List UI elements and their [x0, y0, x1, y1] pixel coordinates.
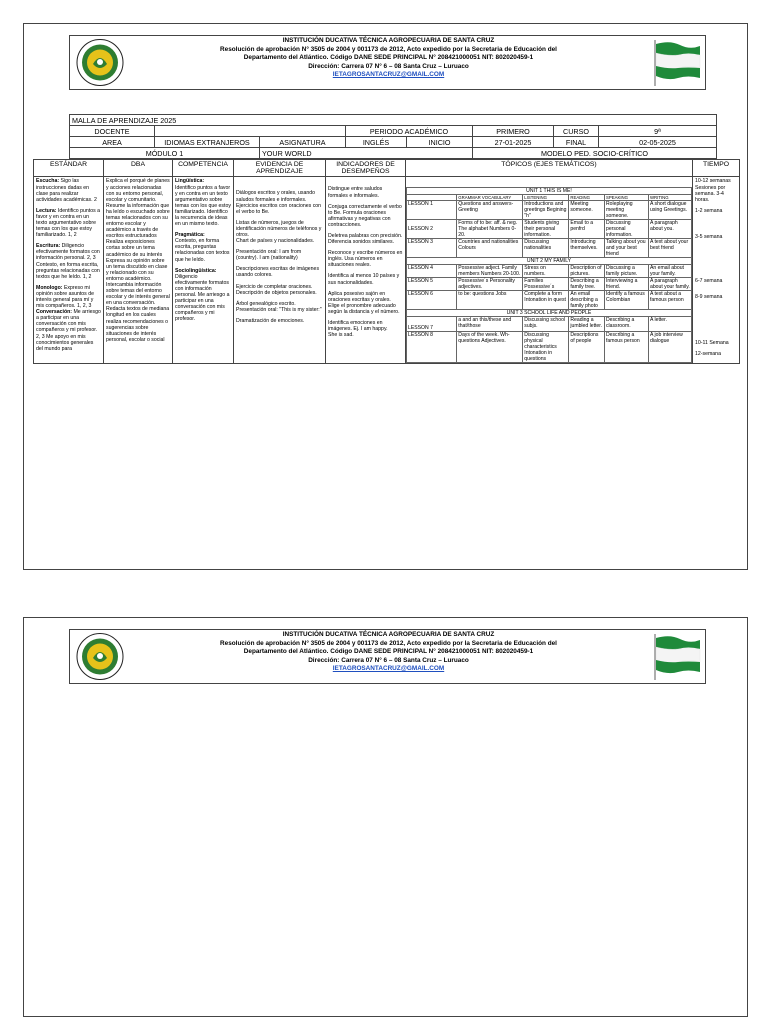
school-logo-icon: [73, 38, 127, 87]
email-link[interactable]: IETAGROSANTACRUZ@GMAIL.COM: [332, 665, 445, 673]
listening-cell: Students giving their personal information.: [523, 220, 569, 239]
evidencia-item: Presentación oral: "This is my sister:": [236, 306, 322, 313]
listening-header: LISTENING: [523, 195, 569, 201]
unit-title: UNIT 2 MY FAMILY: [407, 258, 692, 265]
estandar-text: Me arriesgo a participar en una conversación con mis compañeros y mi profesor. 2, 3 Me apoyo en mis conocimientos generales del mundo para: [36, 309, 101, 352]
estandar-heading: Monologo:: [36, 284, 63, 291]
listening-cell: Discussing nationalities: [523, 239, 569, 258]
resolution-line: Resolución de aprobación N° 3505 de 2004 y 001173 de 2012, Acto expedido por la Secretaria de Educación del: [220, 45, 557, 53]
reading-cell: Meeting someone.: [569, 201, 605, 220]
reading-cell: Email to a penfrd: [569, 220, 605, 239]
competencia-cell: [173, 177, 234, 364]
speaking-cell: Describing a famous person: [604, 332, 648, 363]
listening-cell: Stress on numbers.: [523, 265, 569, 278]
competencia-heading: Lingüística:: [175, 178, 205, 185]
grammar-cell: to be: questions Jobs: [457, 291, 523, 310]
estandar-heading: Lectura:: [36, 207, 57, 214]
dba-text: Explica el porqué de planes y acciones relacionadas con su entorno personal, escolar y comunitario. Resume la información que ha leído o escuchado sobre temas relacionados con su entorno escolar y académico a través de escritos estructurados Realiza exposiciones cortas sobre un tema académico de su interés Expresa su opinión sobre un tema discutido en clase y relacionado con su entorno académico. Intercambia información sobre temas del entorno escolar y de interés general en una conversación. Redacta textos de mediana longitud en los cuales realiza recomendaciones o sugerencias sobre situaciones de interés personal, escolar o social: [106, 178, 170, 343]
estandar-heading: Conversación:: [36, 309, 73, 316]
speaking-cell: Discussing a family picture.: [604, 265, 648, 278]
indicador-item: She is sad.: [328, 332, 354, 339]
reading-cell: Reading a jumbled letter.: [569, 317, 605, 332]
lesson-row: [407, 265, 692, 278]
estandar-text: Identifico puntos a favor y en contra en un texto argumentativo sobre temas con los que estoy familiarizado. 1, 2: [36, 207, 101, 239]
estandar-text: Sigo las instrucciones dadas en clase para realizar actividades académicas. 2: [36, 178, 97, 203]
topicos-cell: [406, 177, 693, 364]
evidencia-item: Descripciones escritas de imágenes usando colores.: [236, 266, 320, 279]
lesson-row: [407, 278, 692, 291]
lesson-label: LESSON 1: [407, 201, 457, 220]
estandar-text: Expreso mi opinión sobre asuntos de interés general para mí y mis compañeros. 1, 2, 3: [36, 284, 94, 310]
lesson-row: [407, 317, 692, 332]
evidencia-item: Árbol genealógico escrito.: [236, 300, 296, 307]
docente-label: DOCENTE: [70, 126, 155, 137]
school-logo-icon: [73, 632, 127, 681]
listening-cell: Introductions and greetings Begining "h": [523, 201, 569, 220]
unit-title: UNIT 3 SCHOOL LIFE AND PEOPLE: [407, 310, 692, 317]
indicadores-cell: [326, 177, 406, 364]
competencia-text: Identifico puntos a favor y en contra en un texto argumentativo sobre temas con los que estoy familiarizado. Identifico la recurrencia de ideas en un mismo texto.: [175, 184, 231, 228]
institution-name: INSTITUCIÓN DUCATIVA TÉCNICA AGROPECUARIA DE SANTA CRUZ: [282, 631, 495, 638]
lesson-row: [407, 220, 692, 239]
resolution-line: Resolución de aprobación N° 3505 de 2004 y 001173 de 2012, Acto expedido por la Secretaria de Educación del: [220, 639, 557, 647]
unit-title: UNIT 1 THIS IS ME!: [407, 188, 692, 195]
modulo-value: YOUR WORLD: [260, 148, 473, 159]
evidencia-item: Chart de países y nacionalidades.: [236, 238, 315, 245]
lesson-row: [407, 332, 692, 363]
document-page-1: [23, 23, 748, 570]
dane-line: Departamento del Atlántico. Código DANE SEDE PRINCIPAL N° 208421000051 NIT: 802020459-1: [243, 648, 534, 656]
lesson-label: LESSON 3: [407, 239, 457, 258]
malla-info: [69, 114, 716, 159]
flag-icon: [650, 632, 702, 681]
speaking-header: SPEAKING: [604, 195, 648, 201]
reading-cell: Introducing themselves.: [569, 239, 605, 258]
tiempo-item: 8-9 semana: [695, 294, 723, 301]
col-competencia: COMPETENCIA: [173, 160, 234, 177]
inicio-value: 27-01-2025: [473, 137, 554, 148]
writing-cell: An email about your family.: [648, 265, 691, 278]
tiempo-item: 12-semana: [695, 351, 721, 358]
indicador-item: Reconoce y escribe números en inglés. Usa números en situaciones reales.: [328, 250, 403, 269]
lesson-label: LESSON 2: [407, 220, 457, 239]
periodo-label: PERIODO ACADÉMICO: [346, 126, 473, 137]
writing-cell: A job interview dialogue: [648, 332, 691, 363]
docente-value: [155, 126, 346, 137]
inicio-label: INICIO: [407, 137, 473, 148]
curso-value: 9ª: [599, 126, 717, 137]
asignatura-value: INGLÉS: [346, 137, 407, 148]
reading-cell: Descriptions of people: [569, 332, 605, 363]
grammar-cell: Possessive adject. Family members Numbers 20-100.: [457, 265, 523, 278]
grammar-cell: Possessive´s Personality adjectives.: [457, 278, 523, 291]
competencia-text: Contesto, en forma escrita, preguntas relacionadas con textos que he leído.: [175, 238, 230, 263]
evidencia-item: Ejercicios escritos con oraciones con el verbo to Be.: [236, 202, 322, 215]
grammar-cell: Countries and nationalities Colours: [457, 239, 523, 258]
writing-cell: A short dialogue using Greetings.: [648, 201, 691, 220]
indicador-item: Deletrea palabras con precisión. Diferencia sonidos similares.: [328, 232, 403, 246]
tiempo-item: 6-7 semana: [695, 277, 723, 284]
speaking-cell: Discussing personal information.: [604, 220, 648, 239]
curso-label: CURSO: [554, 126, 599, 137]
institution-header: [69, 629, 706, 684]
final-value: 02-05-2025: [599, 137, 717, 148]
malla-title: MALLA DE APRENDIZAJE 2025: [70, 115, 717, 126]
speaking-cell: Talking about you and your best friend: [604, 239, 648, 258]
address-line: Dirección: Carrera 07 N° 6 – 08 Santa Cruz – Luruaco: [308, 656, 469, 664]
listening-cell: Discussing school subjs.: [523, 317, 569, 332]
dba-cell: [104, 177, 173, 364]
indicador-item: Elige el pronombre adecuado según la distancia y el número.: [328, 302, 400, 315]
final-label: FINAL: [554, 137, 599, 148]
lesson-row: [407, 291, 692, 310]
writing-cell: A letter.: [648, 317, 691, 332]
speaking-cell: Identify a famous Colombian: [604, 291, 648, 310]
indicador-item: Distingue entre saludos formales e informales.: [328, 186, 383, 199]
lesson-row: [407, 201, 692, 220]
indicador-item: Conjuga correctamente el verbo to Be. Formula oraciones afirmativas y negativas con contracciones.: [328, 203, 402, 228]
dane-line: Departamento del Atlántico. Código DANE SEDE PRINCIPAL N° 208421000051 NIT: 802020459-1: [243, 54, 534, 62]
speaking-cell: Roleplaying meeting someone.: [604, 201, 648, 220]
indicador-item: Identifica emociones en imágenes. Ej. I am happy.: [328, 320, 388, 333]
reading-cell: Describing a family tree.: [569, 278, 605, 291]
col-estandar: ESTÁNDAR: [34, 160, 104, 177]
evidencia-item: Listas de números, juegos de identificación números de teléfonos y otros.: [236, 219, 322, 238]
grammar-cell: Questions and answers-Greeting: [457, 201, 523, 220]
lesson-label: LESSON 4: [407, 265, 457, 278]
reading-cell: An email describing a family photo: [569, 291, 605, 310]
speaking-cell: Interviewing a friend.: [604, 278, 648, 291]
writing-cell: A text about a famous person: [648, 291, 691, 310]
col-evidencia: EVIDENCIA DE APRENDIZAJE: [234, 160, 326, 177]
institution-name: INSTITUCIÓN DUCATIVA TÉCNICA AGROPECUARIA DE SANTA CRUZ: [282, 37, 495, 44]
lesson-label: LESSON 7: [407, 317, 457, 332]
writing-cell: A paragraph about your family.: [649, 278, 690, 291]
writing-cell: A text about your best friend: [648, 239, 691, 258]
indicador-item: Identifica al menos 10 países y sus nacionalidades.: [328, 273, 400, 286]
tiempo-item: 3-5 semana: [695, 233, 723, 240]
estandar-text: Diligencio efectivamente formatos con información personal. 2, 3 Contesto, en forma escrita, preguntas relacionadas con textos que he leído. 1, 2: [36, 243, 100, 280]
writing-cell: A paragraph about you.: [648, 220, 691, 239]
evidencia-item: Dramatización de emociones.: [236, 317, 305, 324]
lesson-label: LESSON 5: [407, 278, 457, 291]
evidencia-item: Ejercicio de completar oraciones. Descripción de objetos personales.: [236, 283, 317, 296]
tiempo-cell: [693, 177, 740, 364]
tiempo-item: 10-12 semanas Sesiones por semana. 3-4 horas.: [695, 178, 731, 203]
modelo-pedagogico: MODELO PED. SOCIO-CRÍTICO: [473, 148, 717, 159]
col-dba: DBA: [104, 160, 173, 177]
evidencia-item: Presentación oral: I am from (country). I am (nationality): [236, 249, 302, 262]
competencia-heading: Pragmática:: [175, 232, 205, 239]
listening-cell: Families Possessive´s: [523, 278, 569, 291]
col-indicadores: INDICADORES DE DESEMPEÑOS: [326, 160, 406, 177]
reading-cell: Description of pictures.: [569, 265, 605, 278]
reading-header: READING: [569, 195, 605, 201]
speaking-cell: Describing a classroom.: [604, 317, 648, 332]
modulo-label: MÓDULO 1: [70, 148, 260, 159]
evidencia-cell: [234, 177, 326, 364]
evidencia-item: Diálogos escritos y orales, usando saludos formales e informales.: [236, 190, 316, 203]
grammar-cell: a and an this/these and that/those: [457, 317, 523, 332]
grammar-header: GRAMMAR VOCABULARY: [457, 195, 523, 201]
email-link[interactable]: IETAGROSANTACRUZ@GMAIL.COM: [332, 71, 445, 79]
tiempo-item: 10-11 Semana: [695, 340, 729, 347]
flag-icon: [650, 38, 702, 87]
curriculum-grid: [33, 159, 739, 364]
estandar-cell: [34, 177, 104, 364]
estandar-heading: Escucha:: [36, 178, 60, 185]
indicador-item: Aplica posesivo sajón en oraciones escritas y orales.: [328, 290, 391, 303]
lesson-label: LESSON 8: [407, 332, 457, 363]
periodo-value: PRIMERO: [473, 126, 554, 137]
address-line: Dirección: Carrera 07 N° 6 – 08 Santa Cruz – Luruaco: [308, 62, 469, 70]
area-value: IDIOMAS EXTRANJEROS: [155, 137, 260, 148]
grammar-cell: Days of the week. Wh- questions Adjectives.: [457, 332, 523, 363]
lesson-row: [407, 239, 692, 258]
col-topicos: TÓPICOS (EJES TEMÁTICOS): [406, 160, 693, 177]
area-label: AREA: [70, 137, 155, 148]
tiempo-item: 1-2 semana: [695, 207, 723, 214]
asignatura-label: ASIGNATURA: [260, 137, 346, 148]
document-page-2: [23, 617, 748, 1017]
col-tiempo: TIEMPO: [693, 160, 740, 177]
competencia-heading: Sociolingüística:: [175, 267, 217, 274]
lesson-label: LESSON 6: [407, 291, 457, 310]
grammar-cell: Forms of to be: aff. & neg. The alphabet Numbers 0-20.: [457, 220, 523, 239]
writing-header: WRITING: [648, 195, 691, 201]
institution-header: [69, 35, 706, 90]
competencia-text: Diligencio efectivamente formatos con información personal. Me arriesgo a participar en una conversación con mis compañeros y mi profesor.: [175, 273, 230, 323]
listening-cell: Discussing physical characteristics Intonation in questions: [523, 332, 569, 363]
listening-cell: Complete a form Intonation in quest: [523, 291, 569, 310]
estandar-heading: Escritura:: [36, 243, 61, 250]
